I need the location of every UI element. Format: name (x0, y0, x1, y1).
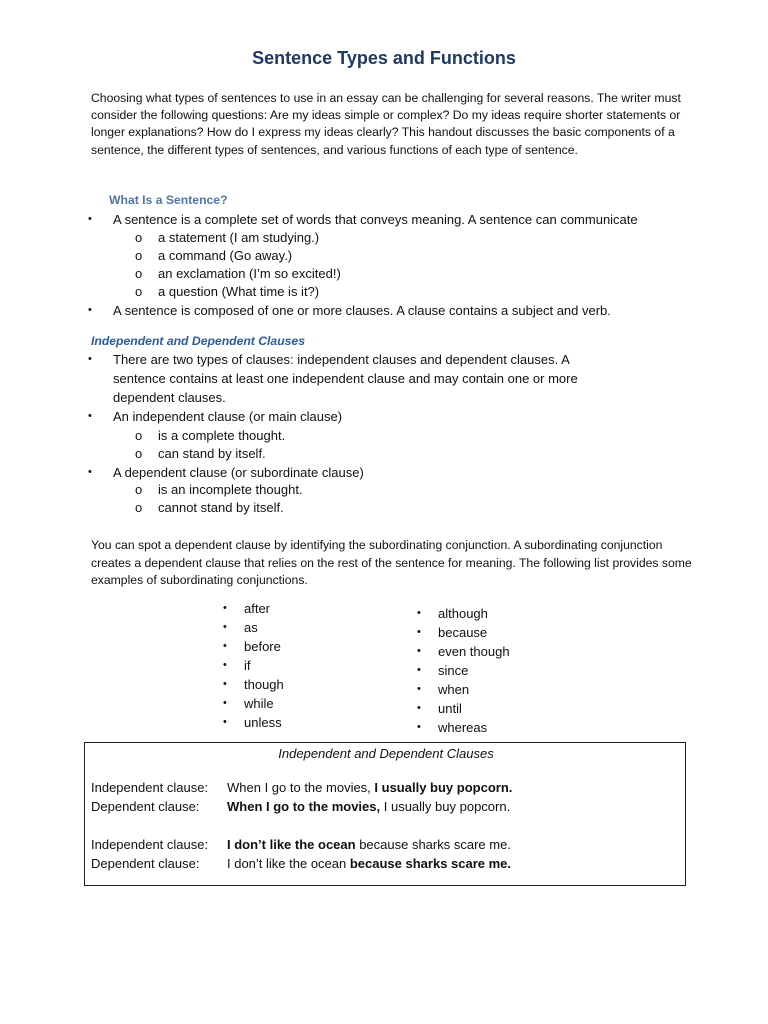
example-sentence (227, 799, 510, 814)
bullet-glyph: • (417, 683, 421, 695)
sub-bullet-glyph: o (135, 230, 143, 245)
section-heading-what-is-sentence: What Is a Sentence? (109, 193, 228, 207)
bullet-glyph: • (88, 466, 92, 478)
sub-bullet-glyph: o (135, 284, 143, 299)
section-heading-clauses: Independent and Dependent Clauses (91, 334, 305, 348)
page-title: Sentence Types and Functions (252, 48, 516, 68)
intro-paragraph: Choosing what types of sentences to use in an essay can be challenging for several reasons. The writer must consider the following questions: Are my ideas simple or complex? Do my ideas require shorter statements or longer explanations? How do I express my ideas clearly? This handout discusses the basic components of a sentence, the different types of sentences, and various functions of each type of sentence. (91, 91, 681, 157)
bullet-glyph: • (88, 304, 92, 316)
bullet-glyph: • (88, 213, 92, 225)
plain-text: because sharks scare me. (355, 837, 511, 852)
bullet-glyph: • (223, 640, 227, 652)
bold-text: I don’t like the ocean (227, 837, 356, 852)
conjunction-text: while (244, 696, 274, 711)
conjunction-text: whereas (438, 720, 488, 735)
example-box (84, 742, 686, 886)
conjunction-text: after (244, 601, 271, 616)
conjunction-text: although (438, 606, 488, 621)
conjunction-text: though (244, 677, 284, 692)
example-label: Dependent clause: (91, 799, 200, 814)
bullet-glyph: • (223, 659, 227, 671)
conjunction-text: if (244, 658, 251, 673)
bullet-glyph: • (417, 702, 421, 714)
conjunction-text: until (438, 701, 462, 716)
sub-bullet-glyph: o (135, 428, 143, 443)
bullet-glyph: • (417, 607, 421, 619)
conjunction-text: since (438, 663, 469, 678)
bullet-glyph: • (417, 626, 421, 638)
bullet-glyph: • (223, 716, 227, 728)
bold-text: When I go to the movies, (227, 799, 381, 814)
example-label: Dependent clause: (91, 856, 200, 871)
bullet-glyph: • (223, 697, 227, 709)
bullet-text: A sentence is composed of one or more clauses. A clause contains a subject and verb. (113, 303, 611, 318)
bullet-glyph: • (223, 621, 227, 633)
sub-bullet-text: a command (Go away.) (158, 248, 293, 263)
bullet-glyph: • (88, 410, 92, 422)
sub-bullet-text: is an incomplete thought. (158, 482, 303, 497)
conjunction-text: because (438, 625, 488, 640)
sub-bullet-glyph: o (135, 266, 143, 281)
sub-bullet-glyph: o (135, 482, 143, 497)
sub-bullet-glyph: o (135, 500, 143, 515)
example-sentence (227, 780, 512, 795)
conjunction-text: before (244, 639, 281, 654)
sub-bullet-text: a statement (I am studying.) (158, 230, 320, 245)
bullet-glyph: • (223, 602, 227, 614)
conjunction-text: even though (438, 644, 510, 659)
bold-text: because sharks scare me. (349, 856, 512, 871)
example-sentence (227, 837, 511, 852)
plain-text: I don’t like the ocean (227, 856, 350, 871)
sub-bullet-glyph: o (135, 446, 143, 461)
example-sentence (227, 856, 511, 871)
bullet-glyph: • (417, 721, 421, 733)
bold-text: I usually buy popcorn. (374, 780, 513, 795)
sub-bullet-glyph: o (135, 248, 143, 263)
sub-bullet-text: is a complete thought. (158, 428, 286, 443)
bullet-text: A dependent clause (or subordinate clause) (113, 465, 364, 480)
bullet-glyph: • (88, 353, 92, 365)
bullet-text: A sentence is a complete set of words that conveys meaning. A sentence can communicate (113, 212, 638, 227)
example-label: Independent clause: (91, 780, 209, 795)
example-label: Independent clause: (91, 837, 209, 852)
sub-bullet-text: a question (What time is it?) (158, 284, 320, 299)
plain-text: When I go to the movies, (227, 780, 375, 795)
bullet-glyph: • (417, 645, 421, 657)
bullet-glyph: • (417, 664, 421, 676)
sub-bullet-text: can stand by itself. (158, 446, 266, 461)
sub-bullet-text: an exclamation (I’m so excited!) (158, 266, 341, 281)
sub-bullet-text: cannot stand by itself. (158, 500, 284, 515)
plain-text: I usually buy popcorn. (380, 799, 511, 814)
example-box-title: Independent and Dependent Clauses (278, 746, 494, 761)
bullet-text: An independent clause (or main clause) (113, 409, 343, 424)
conjunction-text: when (438, 682, 470, 697)
bullet-glyph: • (223, 678, 227, 690)
conjunction-text: unless (244, 715, 282, 730)
bullet-text: There are two types of clauses: independent clauses and dependent clauses. A sentence contains at least one independent clause and may contain one or more dependent clauses. (113, 352, 578, 405)
conjunction-text: as (244, 620, 258, 635)
conjunction-paragraph: You can spot a dependent clause by identifying the subordinating conjunction. A subordinating conjunction creates a dependent clause that relies on the rest of the sentence for meaning. The following list provides some examples of subordinating conjunctions. (91, 538, 692, 587)
